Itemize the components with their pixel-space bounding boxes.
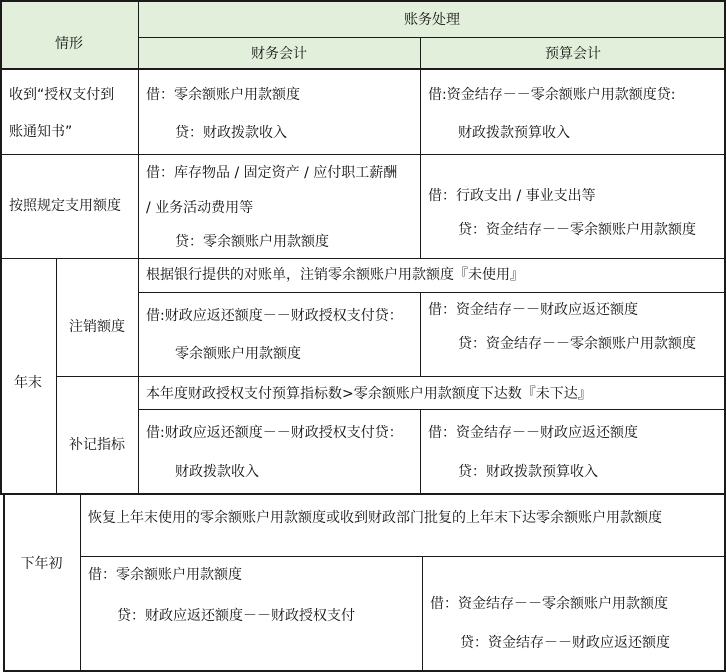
next-year-label: 下年初 [20, 556, 63, 572]
row-line-2 [0, 258, 726, 259]
header-accounting: 账务处理 [404, 12, 460, 28]
row-line-3 [56, 376, 726, 377]
header-financial: 财务会计 [251, 46, 307, 62]
cancel-fin-credit: 零余额账户用款额度 [175, 346, 301, 362]
border-top [0, 0, 726, 2]
cancel-note-line [138, 292, 726, 293]
supplement-note: 本年度财政授权支付预算指标数>零余额账户用款额度下达数『未下达』 [146, 386, 592, 402]
divider-fin-budget-supplement [420, 409, 421, 494]
divider-fin-budget-cancel [420, 292, 421, 376]
row-line-4 [0, 493, 726, 495]
receive-notice-fin-credit: 贷：财政拨款收入 [175, 125, 287, 141]
use-quota-bud-credit: 贷：资金结存－－零余额账户用款额度 [458, 222, 696, 238]
use-quota-fin-credit: 贷：零余额账户用款额度 [175, 234, 329, 250]
header-budget: 预算会计 [545, 46, 601, 62]
next-year-fin-credit: 贷：财政应返还额度－－财政授权支付 [117, 608, 355, 624]
use-quota-situation: 按照规定支用额度 [9, 198, 121, 214]
cancel-bud-debit: 借：资金结存－－财政应返还额度 [428, 302, 638, 318]
divider-fin-budget-1 [420, 37, 421, 258]
divider-situation-1 [138, 69, 139, 258]
use-quota-bud-debit: 借：行政支出 / 事业支出等 [428, 188, 596, 204]
next-year-fin-debit: 借：零余额账户用款额度 [88, 567, 242, 583]
use-quota-fin-debit-line2: / 业务活动费用等 [146, 200, 254, 216]
next-year-bud-credit: 贷：资金结存－－财政应返还额度 [460, 635, 670, 651]
receive-notice-situation-line2: 账通知书” [9, 124, 73, 140]
next-year-note-line [80, 556, 726, 557]
divider-fin-budget-next [422, 556, 423, 672]
receive-notice-bud-debit: 借:资金结存－－零余额账户用款额度贷: [428, 87, 676, 103]
receive-notice-bud-credit: 财政拨款预算收入 [458, 125, 570, 141]
receive-notice-situation-line1: 收到“授权支付到 [9, 87, 115, 103]
receive-notice-fin-debit: 借：零余额账户用款额度 [146, 87, 300, 103]
supplement-bud-debit: 借：资金结存－－财政应返还额度 [428, 425, 638, 441]
supplement-label: 补记指标 [69, 437, 125, 453]
next-year-note: 恢复上年末使用的零余额账户用款额度或收到财政部门批复的上年末下达零余额账户用款额度 [88, 510, 662, 526]
border-left-upper [0, 0, 2, 494]
next-year-bud-debit: 借：资金结存－－零余额账户用款额度 [430, 596, 668, 612]
year-end-label: 年末 [14, 375, 42, 391]
header-mid-line [138, 37, 726, 38]
border-left-lower [3, 494, 5, 672]
header-bottom-line [0, 68, 726, 70]
supplement-note-line [138, 409, 726, 410]
divider-next-year-label [80, 494, 81, 672]
cancel-note: 根据银行提供的对账单，注销零余额账户用款额度『未使用』 [146, 267, 524, 283]
supplement-fin-credit: 财政拨款收入 [175, 464, 259, 480]
supplement-bud-credit: 贷：财政拨款预算收入 [458, 464, 598, 480]
row-line-1 [0, 154, 726, 155]
cancel-bud-credit: 贷：资金结存－－零余额账户用款额度 [458, 336, 696, 352]
supplement-fin-debit: 借:财政应返还额度－－财政授权支付贷： [146, 425, 403, 441]
cancel-fin-debit: 借:财政应返还额度－－财政授权支付贷： [146, 308, 403, 324]
use-quota-fin-debit-line1: 借：库存物品 / 固定资产 / 应付职工薪酬 [146, 165, 398, 181]
cancel-label: 注销额度 [69, 319, 125, 335]
header-situation: 情形 [55, 36, 83, 52]
